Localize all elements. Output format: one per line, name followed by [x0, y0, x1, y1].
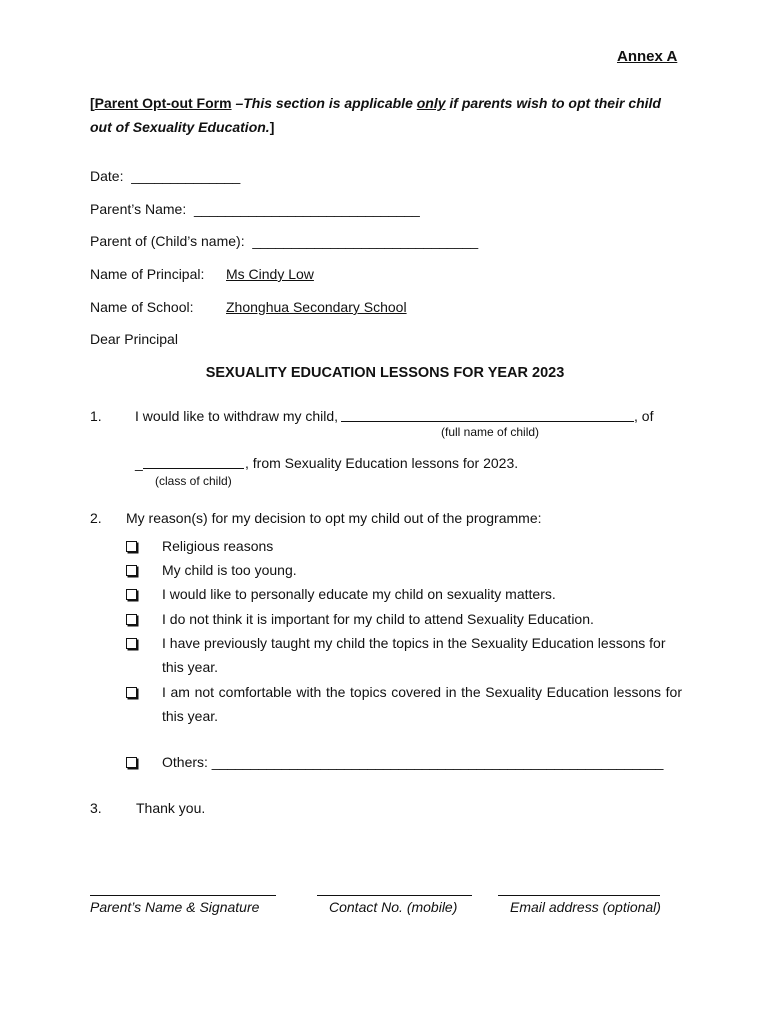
others-label: Others: — [162, 754, 208, 770]
full-name-hint: (full name of child) — [441, 425, 540, 439]
school-value: Zhonghua Secondary School — [226, 299, 407, 315]
child-name-blank[interactable]: _____________________________ — [252, 233, 479, 249]
annex-label: Annex A — [617, 48, 678, 65]
principal-value: Ms Cindy Low — [226, 266, 314, 282]
item2-number: 2. — [90, 510, 102, 526]
reason-checkbox-previously-taught[interactable] — [126, 638, 137, 649]
reason-label: Religious reasons — [162, 538, 274, 554]
date-label: Date: — [90, 168, 124, 184]
child-class-line[interactable] — [143, 468, 244, 469]
reason-label: I am not comfortable with the topics covered in the Sexuality Education lessons for this year. — [162, 684, 682, 724]
email-line[interactable] — [498, 895, 660, 896]
intro-line-1 — [90, 95, 661, 111]
child-name-label: Parent of (Child’s name): — [90, 233, 245, 249]
item3-text: Thank you. — [136, 800, 206, 816]
school-label: Name of School: — [90, 299, 194, 315]
parent-signature-line[interactable] — [90, 895, 276, 896]
reason-checkbox-not-comfortable[interactable] — [126, 687, 137, 698]
others-field[interactable] — [162, 754, 663, 770]
principal-label: Name of Principal: — [90, 266, 205, 282]
reason-label: My child is too young. — [162, 562, 297, 578]
reason-checkbox-too-young[interactable] — [126, 565, 137, 576]
reason-checkbox-not-important[interactable] — [126, 614, 137, 625]
reason-checkbox-personally-educate[interactable] — [126, 589, 137, 600]
reason-checkbox-others[interactable] — [126, 757, 137, 768]
others-blank[interactable]: __________________________________________________________ — [211, 754, 664, 770]
reason-checkbox-religious[interactable] — [126, 541, 137, 552]
item2-text: My reason(s) for my decision to opt my child out of the programme: — [126, 510, 542, 526]
parent-name-label: Parent’s Name: — [90, 201, 187, 217]
item1-number: 1. — [90, 408, 102, 424]
intro-bracket-close: ] — [269, 119, 275, 135]
intro-line-2 — [90, 119, 274, 135]
class-line-lead: _ — [135, 455, 143, 471]
reason-label: I would like to personally educate my child on sexuality matters. — [162, 586, 556, 602]
item1-from-text: , from Sexuality Education lessons for 2023. — [245, 455, 519, 471]
item3-number: 3. — [90, 800, 102, 816]
parent-signature-caption: Parent’s Name & Signature — [90, 899, 260, 915]
date-field[interactable] — [90, 168, 240, 184]
intro-line2-text: out of Sexuality Education. — [90, 119, 270, 135]
parent-name-field[interactable] — [90, 201, 420, 217]
class-hint: (class of child) — [155, 474, 232, 488]
contact-line[interactable] — [317, 895, 472, 896]
contact-caption: Contact No. (mobile) — [329, 899, 458, 915]
intro-dash: – — [231, 95, 244, 111]
item1-text: I would like to withdraw my child, — [135, 408, 339, 424]
salutation: Dear Principal — [90, 331, 178, 347]
reason-label: I have previously taught my child the topics in the Sexuality Education lessons for this year. — [162, 635, 666, 675]
intro-part2: if parents wish to opt their child — [445, 95, 661, 111]
parent-name-blank[interactable]: _____________________________ — [194, 201, 420, 217]
section-heading: SEXUALITY EDUCATION LESSONS FOR YEAR 2023 — [205, 365, 565, 381]
reason-label: I do not think it is important for my child to attend Sexuality Education. — [162, 611, 594, 627]
form-name: Parent Opt-out Form — [94, 95, 232, 111]
intro-only: only — [416, 95, 446, 111]
date-blank[interactable]: ______________ — [131, 168, 241, 184]
intro-bracket-open: [ — [90, 95, 95, 111]
email-caption: Email address (optional) — [510, 899, 661, 915]
child-full-name-line[interactable] — [341, 421, 634, 422]
child-name-field[interactable] — [90, 233, 478, 249]
intro-part1: This section is applicable — [243, 95, 417, 111]
item1-of: , of — [634, 408, 654, 424]
